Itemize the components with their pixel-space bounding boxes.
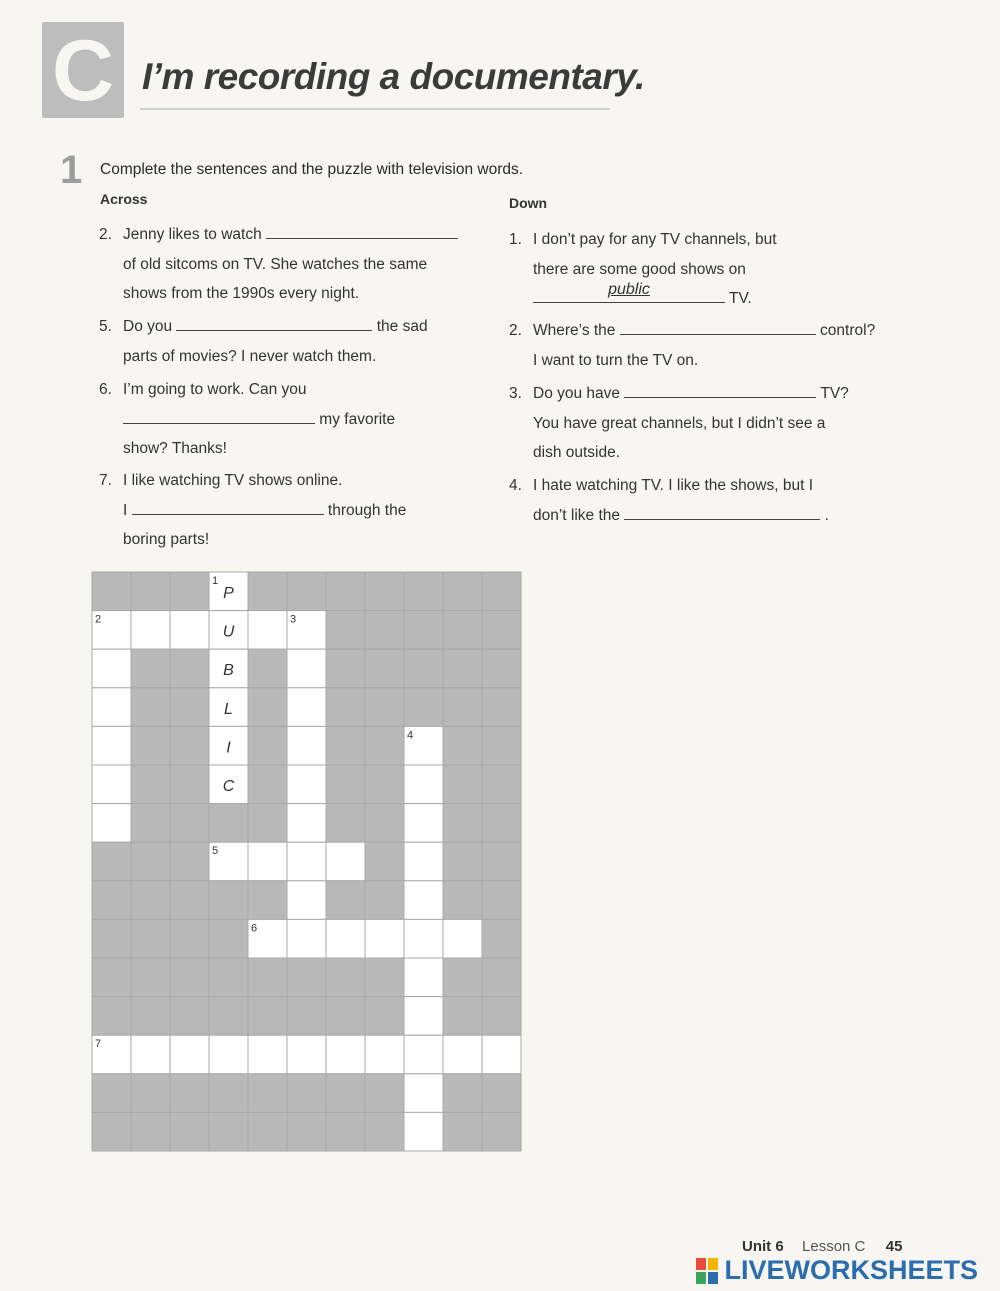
page-title: I’m recording a documentary. (142, 56, 645, 97)
clue-text: control? (815, 322, 876, 339)
clue-number: 3. (509, 385, 522, 402)
crossword-block (92, 1074, 131, 1113)
crossword-block (482, 688, 521, 727)
crossword-block (443, 572, 482, 611)
clue-text: Do you (123, 318, 177, 335)
clue-text: . (820, 506, 829, 524)
crossword-block (248, 997, 287, 1036)
page-number: 45 (885, 1238, 903, 1255)
crossword-cell[interactable] (404, 1074, 443, 1113)
crossword-block (170, 958, 209, 997)
crossword-block (482, 1074, 521, 1113)
crossword-block (482, 765, 521, 804)
crossword-block (92, 572, 131, 611)
crossword-block (170, 649, 209, 688)
crossword-block (443, 649, 482, 688)
crossword-block (326, 1112, 365, 1151)
clue-number-label: 3 (290, 613, 297, 626)
clue-text: TV? (816, 385, 849, 402)
crossword-cell[interactable] (365, 1035, 404, 1074)
crossword-cell[interactable] (131, 1035, 170, 1074)
crossword-block (209, 804, 248, 843)
crossword-block (365, 842, 404, 881)
crossword-block (131, 804, 170, 843)
filled-letter: B (223, 662, 234, 680)
crossword-block (365, 572, 404, 611)
clue-text: I (123, 501, 132, 519)
crossword-block (326, 726, 365, 765)
crossword-block (482, 997, 521, 1036)
crossword-cell[interactable] (92, 688, 131, 727)
crossword-block (326, 765, 365, 804)
crossword-block (131, 958, 170, 997)
crossword-block (170, 1074, 209, 1113)
liveworksheets-logo-icon (696, 1258, 718, 1284)
lesson-label: Lesson C (802, 1238, 866, 1255)
crossword-block (131, 688, 170, 727)
crossword-block (482, 611, 521, 650)
clue-text: shows from the 1990s every night. (123, 285, 360, 302)
clue-text: show? Thanks! (123, 440, 227, 457)
crossword-block (209, 1074, 248, 1113)
crossword-block (365, 765, 404, 804)
crossword-block (287, 997, 326, 1036)
crossword-block (443, 842, 482, 881)
crossword-block (287, 1074, 326, 1113)
crossword-cell[interactable] (287, 688, 326, 727)
clue-number: 6. (99, 381, 112, 398)
crossword-block (287, 958, 326, 997)
crossword-block (482, 958, 521, 997)
crossword-block (131, 1074, 170, 1113)
crossword-block (365, 688, 404, 727)
crossword-block (443, 688, 482, 727)
crossword-block (404, 572, 443, 611)
crossword-block (209, 997, 248, 1036)
crossword-block (131, 997, 170, 1036)
crossword-block (326, 572, 365, 611)
crossword-block (92, 881, 131, 920)
crossword-block (209, 958, 248, 997)
crossword-block (443, 611, 482, 650)
clue-text: I hate watching TV. I like the shows, but I (533, 477, 814, 494)
crossword-block (92, 842, 131, 881)
crossword-cell[interactable] (404, 958, 443, 997)
crossword-block (170, 919, 209, 958)
filled-letter: U (222, 623, 235, 641)
crossword-cell[interactable] (404, 765, 443, 804)
crossword-block (443, 804, 482, 843)
crossword-cell[interactable] (443, 1035, 482, 1074)
clue-text: I like watching TV shows online. (123, 472, 343, 489)
clue-text: parts of movies? I never watch them. (123, 347, 377, 365)
crossword-block (131, 919, 170, 958)
crossword-block (482, 881, 521, 920)
crossword-cell[interactable] (287, 1035, 326, 1074)
crossword-block (326, 804, 365, 843)
crossword-block (365, 1074, 404, 1113)
clue-text: Jenny likes to watch (123, 226, 267, 243)
crossword-cell[interactable] (287, 804, 326, 843)
crossword-cell[interactable] (404, 842, 443, 881)
crossword-block (92, 958, 131, 997)
crossword-block (482, 919, 521, 958)
clue-number: 2. (99, 226, 112, 243)
crossword-block (482, 804, 521, 843)
clue-number: 7. (99, 472, 112, 489)
crossword-block (170, 881, 209, 920)
crossword-block (482, 726, 521, 765)
crossword-block (248, 1112, 287, 1151)
crossword-cell[interactable] (443, 919, 482, 958)
crossword-block (482, 572, 521, 611)
answer-public: public (608, 281, 650, 298)
crossword-cell[interactable] (326, 919, 365, 958)
crossword-block (443, 958, 482, 997)
crossword-cell[interactable] (131, 611, 170, 650)
clue-number-label: 7 (95, 1038, 102, 1051)
crossword-block (170, 765, 209, 804)
crossword-cell[interactable] (287, 726, 326, 765)
crossword-block (326, 688, 365, 727)
crossword-block (170, 726, 209, 765)
clue-text: I’m going to work. Can you (123, 381, 307, 398)
clue-text: through the (323, 501, 407, 519)
crossword-block (131, 842, 170, 881)
crossword-block (365, 997, 404, 1036)
crossword-cell[interactable] (365, 919, 404, 958)
crossword-block (131, 1112, 170, 1151)
clue-text: TV. (725, 290, 752, 307)
crossword-block (209, 1112, 248, 1151)
crossword-cell[interactable] (404, 1112, 443, 1151)
crossword-cell[interactable] (92, 649, 131, 688)
crossword-cell[interactable] (404, 804, 443, 843)
crossword-cell[interactable] (170, 611, 209, 650)
page-footer (742, 1238, 902, 1255)
clue-number: 1. (509, 231, 522, 248)
unit-label: Unit 6 (742, 1238, 784, 1255)
crossword-block (131, 881, 170, 920)
crossword-block (131, 649, 170, 688)
exercise-instruction: Complete the sentences and the puzzle with television words. (100, 161, 524, 178)
crossword-block (170, 688, 209, 727)
crossword-block (248, 572, 287, 611)
crossword-cell[interactable] (404, 881, 443, 920)
crossword-block (404, 611, 443, 650)
crossword-block (131, 765, 170, 804)
clue-number: 4. (509, 477, 522, 494)
crossword-cell[interactable] (287, 919, 326, 958)
crossword-block (131, 726, 170, 765)
crossword-block (365, 611, 404, 650)
down-heading: Down (509, 195, 548, 211)
crossword-block (482, 842, 521, 881)
crossword-cell[interactable] (287, 881, 326, 920)
crossword-block (443, 881, 482, 920)
clue-number-label: 1 (212, 575, 219, 587)
crossword-cell[interactable] (287, 842, 326, 881)
crossword-block (248, 726, 287, 765)
crossword-cell[interactable] (482, 1035, 521, 1074)
crossword-cell[interactable] (287, 765, 326, 804)
crossword-cell[interactable] (326, 1035, 365, 1074)
crossword-block (326, 958, 365, 997)
crossword-cell[interactable] (404, 1035, 443, 1074)
brand-name: LIVEWORKSHEETS (724, 1255, 978, 1285)
crossword-block (248, 804, 287, 843)
crossword-cell[interactable] (248, 1035, 287, 1074)
crossword-block (209, 881, 248, 920)
crossword-cell[interactable] (92, 726, 131, 765)
clue-text: the sad (372, 318, 428, 335)
crossword-block (248, 649, 287, 688)
crossword-block (443, 1112, 482, 1151)
crossword-block (365, 1112, 404, 1151)
crossword-block (248, 958, 287, 997)
clue-number-label: 6 (251, 922, 258, 935)
clue-text: I don’t pay for any TV channels, but (533, 231, 777, 248)
clue-text: dish outside. (533, 444, 621, 461)
crossword-block (248, 688, 287, 727)
crossword-block (170, 572, 209, 611)
crossword-cell[interactable] (92, 804, 131, 843)
crossword-block (365, 804, 404, 843)
clue-number-label: 4 (407, 729, 414, 742)
clue-text: Where’s the (533, 322, 620, 339)
crossword-block (92, 919, 131, 958)
clue-text: don’t like the (533, 506, 625, 524)
crossword-cell[interactable] (326, 842, 365, 881)
crossword-block (365, 881, 404, 920)
filled-letter: L (224, 700, 233, 718)
exercise-number: 1 (60, 148, 83, 192)
crossword-cell[interactable] (92, 765, 131, 804)
crossword-block (248, 1074, 287, 1113)
crossword-block (287, 1112, 326, 1151)
crossword-block (209, 919, 248, 958)
crossword-block (170, 842, 209, 881)
crossword-cell[interactable] (404, 919, 443, 958)
crossword-block (443, 726, 482, 765)
crossword-block (248, 881, 287, 920)
crossword-block (248, 765, 287, 804)
clue-number-label: 2 (95, 613, 102, 626)
section-letter: C (51, 23, 115, 119)
crossword-block (404, 688, 443, 727)
filled-letter: P (223, 585, 234, 602)
crossword-block (443, 1074, 482, 1113)
crossword-block (287, 572, 326, 611)
crossword-block (365, 726, 404, 765)
crossword-block (326, 997, 365, 1036)
crossword-block (443, 765, 482, 804)
clue-number: 2. (509, 322, 522, 339)
crossword-block (92, 997, 131, 1036)
crossword-block (170, 804, 209, 843)
crossword-block (365, 958, 404, 997)
crossword-cell[interactable] (248, 842, 287, 881)
crossword-block (170, 997, 209, 1036)
crossword-block (131, 572, 170, 611)
clue-text: my favorite (315, 410, 396, 428)
clue-text: Do you have (533, 385, 625, 402)
filled-letter: I (226, 739, 231, 757)
crossword-block (482, 649, 521, 688)
crossword-block (365, 649, 404, 688)
crossword-block (404, 649, 443, 688)
crossword-block (326, 881, 365, 920)
crossword-block (443, 997, 482, 1036)
clue-text: there are some good shows on (533, 260, 746, 278)
crossword-cell[interactable] (209, 1035, 248, 1074)
crossword-cell[interactable] (248, 611, 287, 650)
crossword-block (482, 1112, 521, 1151)
brand-watermark (696, 1255, 978, 1287)
clue-text: You have great channels, but I didn’t see a (533, 414, 826, 432)
clue-text: boring parts! (123, 531, 210, 548)
crossword-cell[interactable] (287, 649, 326, 688)
clue-number: 5. (99, 318, 112, 335)
crossword-block (326, 611, 365, 650)
filled-letter: C (222, 778, 235, 795)
crossword-block (326, 1074, 365, 1113)
crossword-block (170, 1112, 209, 1151)
across-heading: Across (100, 191, 148, 207)
clue-text: I want to turn the TV on. (533, 351, 699, 369)
clue-number-label: 5 (212, 845, 219, 858)
crossword-block (92, 1112, 131, 1151)
crossword-cell[interactable] (170, 1035, 209, 1074)
crossword-block (326, 649, 365, 688)
crossword-cell[interactable] (404, 997, 443, 1036)
clue-text: of old sitcoms on TV. She watches the same (123, 255, 428, 273)
